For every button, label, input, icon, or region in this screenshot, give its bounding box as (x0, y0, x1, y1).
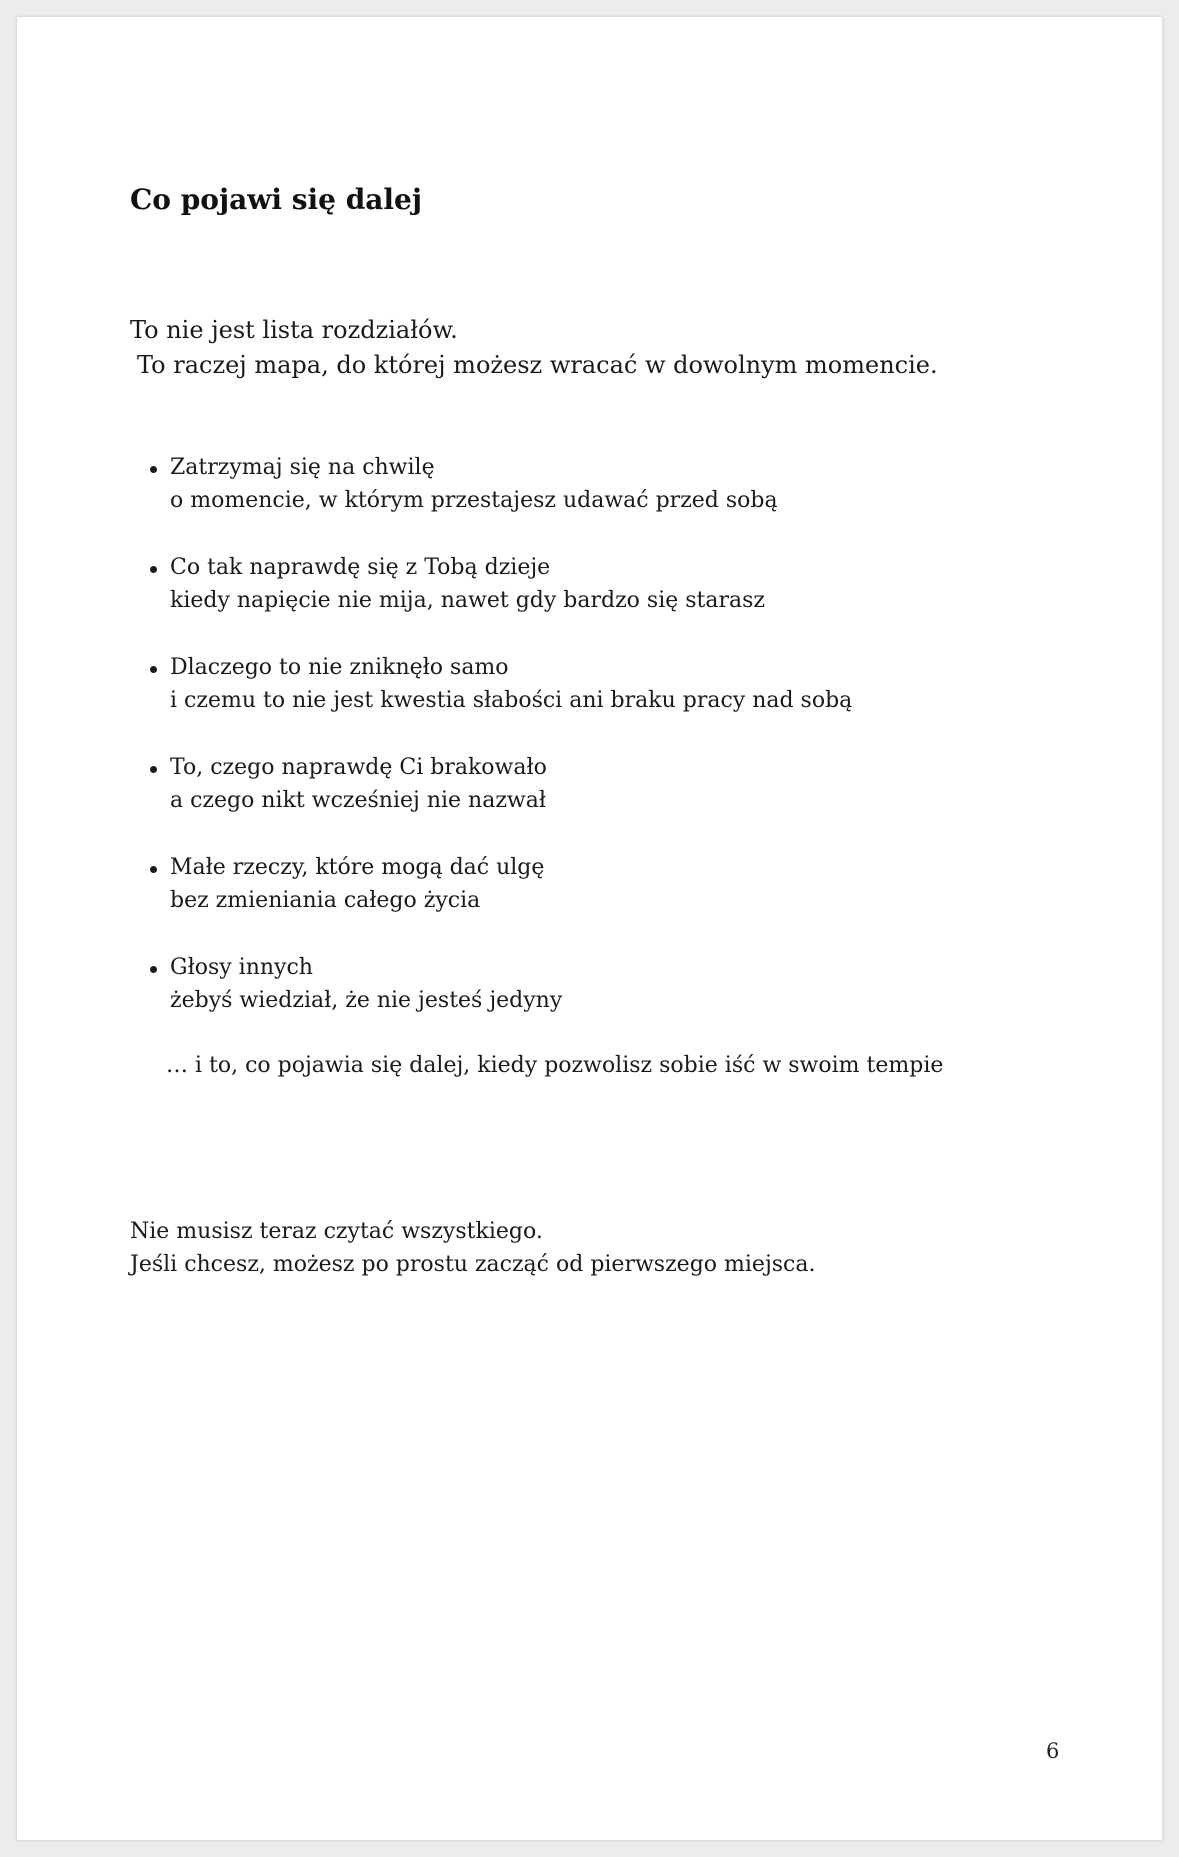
list-item-title: Dlaczego to nie zniknęło samo (170, 655, 509, 680)
bullet-icon (150, 566, 157, 573)
page-title: Co pojawi się dalej (130, 183, 422, 216)
list-item-title: Co tak naprawdę się z Tobą dzieje (170, 555, 551, 580)
intro-line-1: To nie jest lista rozdziałów. (130, 316, 458, 344)
bullet-icon (150, 766, 157, 773)
list-item (130, 651, 852, 751)
list-item-subtitle: żebyś wiedział, że nie jesteś jedyny (170, 988, 563, 1013)
outro-line-1: Nie musisz teraz czytać wszystkiego. (130, 1219, 543, 1244)
bullet-icon (150, 966, 157, 973)
list-item-title: Zatrzymaj się na chwilę (170, 455, 435, 480)
list-item (130, 551, 852, 651)
outro-paragraph (130, 1215, 815, 1281)
document-page (17, 17, 1162, 1840)
list-item (130, 851, 852, 951)
bullet-icon (150, 666, 157, 673)
list-item-subtitle: a czego nikt wcześniej nie nazwał (170, 788, 546, 813)
list-item (130, 951, 852, 1051)
list-item-subtitle: bez zmieniania całego życia (170, 888, 481, 913)
list-item-subtitle: i czemu to nie jest kwestia słabości ani braku pracy nad sobą (170, 688, 853, 713)
list-item-subtitle: kiedy napięcie nie mija, nawet gdy bardzo się starasz (170, 588, 766, 613)
list-item (130, 451, 852, 551)
list-item-subtitle: o momencie, w którym przestajesz udawać przed sobą (170, 488, 778, 513)
intro-paragraph (130, 313, 938, 383)
outro-line-2: Jeśli chcesz, możesz po prostu zacząć od pierwszego miejsca. (130, 1252, 816, 1277)
trailing-line: … i to, co pojawia się dalej, kiedy pozwolisz sobie iść w swoim tempie (166, 1053, 944, 1078)
topics-list (130, 451, 852, 1051)
list-item (130, 751, 852, 851)
list-item-title: To, czego naprawdę Ci brakowało (170, 755, 547, 780)
page-number: 6 (1046, 1739, 1060, 1763)
intro-line-2: To raczej mapa, do której możesz wracać w dowolnym momencie. (137, 351, 938, 379)
bullet-icon (150, 866, 157, 873)
list-item-title: Głosy innych (170, 955, 313, 980)
list-item-title: Małe rzeczy, które mogą dać ulgę (170, 855, 545, 880)
bullet-icon (150, 466, 157, 473)
